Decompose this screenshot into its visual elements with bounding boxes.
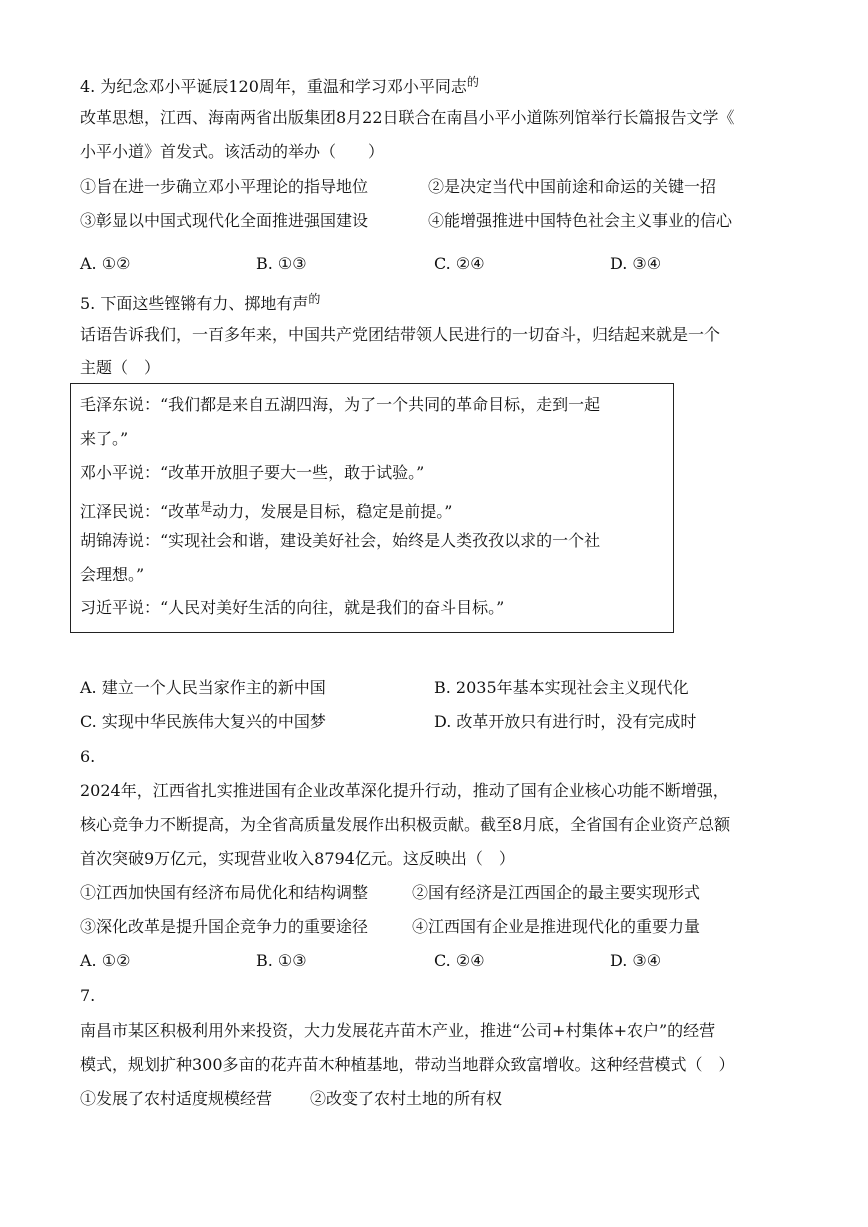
quote-line: 胡锦涛说：“实现社会和谐，建设美好社会，始终是人类孜孜以求的一个社	[80, 531, 601, 550]
q6-number: 6.	[80, 747, 96, 766]
q4-item1: ①旨在进一步确立邓小平理论的指导地位	[80, 177, 369, 196]
q6-option-c: C. ②④	[434, 951, 485, 970]
quote-line: 邓小平说：“改革开放胆子要大一些，敢于试验。”	[80, 463, 425, 482]
q4-line1: 4. 为纪念邓小平诞辰120周年，重温和学习邓小平同志$^的$	[80, 75, 479, 96]
q4-line2: 改革思想，江西、海南两省出版集团8月22日联合在南昌小平小道陈列馆举行长篇报告文学《	[80, 108, 735, 127]
q6-item4: ④江西国有企业是推进现代化的重要力量	[412, 917, 701, 936]
q6-line1: 2024年，江西省扎实推进国有企业改革深化提升行动，推动了国有企业核心功能不断增强，	[80, 781, 729, 800]
q7-line2: 模式，规划扩种300多亩的花卉苗木种植基地，带动当地群众致富增收。这种经营模式（ ）	[80, 1055, 735, 1074]
q5-option-d: D. 改革开放只有进行时，没有完成时	[434, 712, 697, 731]
q4-line3: 小平小道》首发式。该活动的举办（ ）	[80, 142, 385, 161]
quote-line: 毛泽东说：“我们都是来自五湖四海，为了一个共同的革命目标，走到一起	[80, 395, 601, 414]
q6-option-a: A. ①②	[80, 951, 131, 970]
q5-line1: 5. 下面这些铿锵有力、掷地有声$^的$	[80, 292, 321, 313]
q5-option-b: B. 2035年基本实现社会主义现代化	[434, 678, 689, 697]
q7-item2: ②改变了农村土地的所有权	[310, 1089, 503, 1108]
q4-option-d: D. ③④	[610, 254, 662, 273]
q7-number: 7.	[80, 986, 96, 1005]
q4-line1-sup: 的	[466, 75, 479, 89]
q5-line2: 话语告诉我们，一百多年来，中国共产党团结带领人民进行的一切奋斗，归结起来就是一个	[80, 325, 721, 344]
q7-item1: ①发展了农村适度规模经营	[80, 1089, 273, 1108]
q6-item3: ③深化改革是提升国企竞争力的重要途径	[80, 917, 369, 936]
q4-item4: ④能增强推进中国特色社会主义事业的信心	[428, 211, 733, 230]
q4-option-c: C. ②④	[434, 254, 485, 273]
q6-item1: ①江西加快国有经济布局优化和结构调整	[80, 883, 369, 902]
quote-line: 会理想。”	[80, 565, 145, 584]
quote-sup: 是	[200, 500, 213, 514]
q7-line1: 南昌市某区积极利用外来投资，大力发展花卉苗木产业，推进“公司+村集体+农户”的经营	[80, 1021, 716, 1040]
q6-line2: 核心竞争力不断提高，为全省高质量发展作出积极贡献。截至8月底，全省国有企业资产总额	[80, 815, 731, 834]
quote-line: 江泽民说：“改革$^是$动力，发展是目标，稳定是前提。”	[80, 500, 453, 521]
q6-item2: ②国有经济是江西国企的最主要实现形式	[412, 883, 701, 902]
q5-line1-sup: 的	[308, 292, 321, 306]
q4-item2: ②是决定当代中国前途和命运的关键一招	[428, 177, 717, 196]
q6-line3: 首次突破9万亿元，实现营业收入8794亿元。这反映出（ ）	[80, 849, 515, 868]
q5-option-c: C. 实现中华民族伟大复兴的中国梦	[80, 712, 326, 731]
q6-option-b: B. ①③	[256, 951, 307, 970]
q4-option-a: A. ①②	[80, 254, 131, 273]
quote-line: 来了。”	[80, 429, 129, 448]
q5-line3: 主题（ ）	[80, 358, 161, 377]
quote-line: 习近平说：“人民对美好生活的向往，就是我们的奋斗目标。”	[80, 598, 505, 617]
q4-option-b: B. ①③	[256, 254, 307, 273]
q4-item3: ③彰显以中国式现代化全面推进强国建设	[80, 211, 369, 230]
q5-option-a: A. 建立一个人民当家作主的新中国	[80, 678, 326, 697]
q6-option-d: D. ③④	[610, 951, 662, 970]
